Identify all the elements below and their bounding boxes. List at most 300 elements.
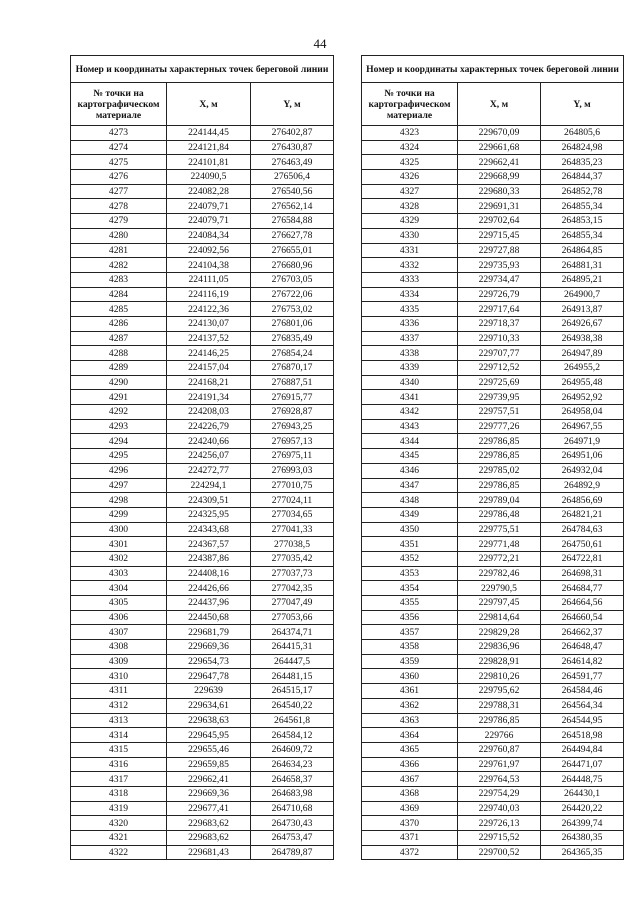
y-coordinate-cell: 277038,5 (251, 537, 334, 552)
table-row (362, 478, 624, 493)
x-coordinate-cell: 229681,79 (167, 625, 251, 640)
y-coordinate-cell: 264540,22 (251, 698, 334, 713)
x-coordinate-cell: 229683,62 (167, 831, 251, 846)
point-number-cell: 4352 (362, 551, 458, 566)
y-coordinate-cell: 264648,47 (541, 640, 624, 655)
point-number-cell: 4275 (71, 155, 167, 170)
table-row (71, 140, 334, 155)
table-row (71, 449, 334, 464)
point-number-cell: 4330 (362, 228, 458, 243)
table-row (362, 170, 624, 185)
x-coordinate-cell: 229766 (458, 728, 541, 743)
table-row (71, 390, 334, 405)
table-row (362, 757, 624, 772)
x-coordinate-cell: 229662,41 (458, 155, 541, 170)
x-coordinate-cell: 224101,81 (167, 155, 251, 170)
y-coordinate-cell: 276928,87 (251, 405, 334, 420)
y-coordinate-cell: 264722,81 (541, 551, 624, 566)
table-row (362, 346, 624, 361)
column-header-x: X, м (458, 83, 541, 126)
point-number-cell: 4365 (362, 742, 458, 757)
point-number-cell: 4354 (362, 581, 458, 596)
x-coordinate-cell: 229659,85 (167, 757, 251, 772)
column-header-point: № точки на картографическом материале (362, 83, 458, 126)
y-coordinate-cell: 264895,21 (541, 272, 624, 287)
x-coordinate-cell: 229727,88 (458, 243, 541, 258)
table-row (362, 698, 624, 713)
y-coordinate-cell: 264971,9 (541, 434, 624, 449)
y-coordinate-cell: 277042,35 (251, 581, 334, 596)
y-coordinate-cell: 264955,2 (541, 361, 624, 376)
x-coordinate-cell: 229712,52 (458, 361, 541, 376)
x-coordinate-cell: 229710,33 (458, 331, 541, 346)
table-row (71, 170, 334, 185)
point-number-cell: 4319 (71, 801, 167, 816)
point-number-cell: 4322 (71, 845, 167, 860)
point-number-cell: 4331 (362, 243, 458, 258)
y-coordinate-cell: 264365,35 (541, 845, 624, 860)
x-coordinate-cell: 224157,04 (167, 361, 251, 376)
table-row (71, 434, 334, 449)
point-number-cell: 4274 (71, 140, 167, 155)
table-row (71, 126, 334, 141)
x-coordinate-cell: 229777,26 (458, 419, 541, 434)
y-coordinate-cell: 264892,9 (541, 478, 624, 493)
table-row (71, 316, 334, 331)
page-number: 44 (313, 36, 327, 51)
y-coordinate-cell: 264856,69 (541, 493, 624, 508)
x-coordinate-cell: 229836,96 (458, 640, 541, 655)
x-coordinate-cell: 229670,09 (458, 126, 541, 141)
point-number-cell: 4286 (71, 316, 167, 331)
point-number-cell: 4302 (71, 551, 167, 566)
y-coordinate-cell: 264634,23 (251, 757, 334, 772)
point-number-cell: 4298 (71, 493, 167, 508)
y-coordinate-cell: 264852,78 (541, 184, 624, 199)
point-number-cell: 4334 (362, 287, 458, 302)
x-coordinate-cell: 229661,68 (458, 140, 541, 155)
x-coordinate-cell: 224144,45 (167, 126, 251, 141)
table-row (362, 713, 624, 728)
y-coordinate-cell: 264844,37 (541, 170, 624, 185)
point-number-cell: 4324 (362, 140, 458, 155)
point-number-cell: 4342 (362, 405, 458, 420)
y-coordinate-cell: 264730,43 (251, 816, 334, 831)
table-row (71, 845, 334, 860)
point-number-cell: 4340 (362, 375, 458, 390)
x-coordinate-cell: 229739,95 (458, 390, 541, 405)
table-row (362, 640, 624, 655)
table-row (71, 478, 334, 493)
y-coordinate-cell: 276402,87 (251, 126, 334, 141)
x-coordinate-cell: 229775,51 (458, 522, 541, 537)
y-coordinate-cell: 276975,11 (251, 449, 334, 464)
table-row (362, 243, 624, 258)
y-coordinate-cell: 264753,47 (251, 831, 334, 846)
x-coordinate-cell: 229754,29 (458, 786, 541, 801)
y-coordinate-cell: 277053,66 (251, 610, 334, 625)
x-coordinate-cell: 229669,36 (167, 640, 251, 655)
x-coordinate-cell: 229764,53 (458, 772, 541, 787)
x-coordinate-cell: 229789,04 (458, 493, 541, 508)
x-coordinate-cell: 229786,48 (458, 507, 541, 522)
point-number-cell: 4312 (71, 698, 167, 713)
x-coordinate-cell: 224111,05 (167, 272, 251, 287)
x-coordinate-cell: 224437,96 (167, 596, 251, 611)
x-coordinate-cell: 229639 (167, 684, 251, 699)
point-number-cell: 4353 (362, 566, 458, 581)
point-number-cell: 4337 (362, 331, 458, 346)
y-coordinate-cell: 264380,35 (541, 831, 624, 846)
table-row (71, 258, 334, 273)
y-coordinate-cell: 264853,15 (541, 214, 624, 229)
y-coordinate-cell: 276540,56 (251, 184, 334, 199)
y-coordinate-cell: 277010,75 (251, 478, 334, 493)
y-coordinate-cell: 276870,17 (251, 361, 334, 376)
table-row (362, 742, 624, 757)
y-coordinate-cell: 264430,1 (541, 786, 624, 801)
x-coordinate-cell: 224121,84 (167, 140, 251, 155)
point-number-cell: 4320 (71, 816, 167, 831)
x-coordinate-cell: 229654,73 (167, 654, 251, 669)
x-coordinate-cell: 229757,51 (458, 405, 541, 420)
y-coordinate-cell: 264591,77 (541, 669, 624, 684)
y-coordinate-cell: 264660,54 (541, 610, 624, 625)
y-coordinate-cell: 277024,11 (251, 493, 334, 508)
table-row (71, 801, 334, 816)
point-number-cell: 4366 (362, 757, 458, 772)
point-number-cell: 4307 (71, 625, 167, 640)
point-number-cell: 4335 (362, 302, 458, 317)
y-coordinate-cell: 276943,25 (251, 419, 334, 434)
point-number-cell: 4313 (71, 713, 167, 728)
table-row (71, 640, 334, 655)
point-number-cell: 4310 (71, 669, 167, 684)
x-coordinate-cell: 229669,36 (167, 786, 251, 801)
table-row (71, 625, 334, 640)
y-coordinate-cell: 264932,04 (541, 463, 624, 478)
column-header-y: Y, м (541, 83, 624, 126)
point-number-cell: 4297 (71, 478, 167, 493)
point-number-cell: 4332 (362, 258, 458, 273)
table-row (71, 742, 334, 757)
table-row (71, 463, 334, 478)
point-number-cell: 4367 (362, 772, 458, 787)
point-number-cell: 4306 (71, 610, 167, 625)
y-coordinate-cell: 264789,87 (251, 845, 334, 860)
y-coordinate-cell: 264614,82 (541, 654, 624, 669)
point-number-cell: 4325 (362, 155, 458, 170)
x-coordinate-cell: 224325,95 (167, 507, 251, 522)
x-coordinate-cell: 229662,41 (167, 772, 251, 787)
y-coordinate-cell: 264821,21 (541, 507, 624, 522)
point-number-cell: 4362 (362, 698, 458, 713)
x-coordinate-cell: 229788,31 (458, 698, 541, 713)
x-coordinate-cell: 229786,85 (458, 713, 541, 728)
point-number-cell: 4359 (362, 654, 458, 669)
x-coordinate-cell: 229681,43 (167, 845, 251, 860)
point-number-cell: 4281 (71, 243, 167, 258)
table-row (71, 581, 334, 596)
x-coordinate-cell: 229647,78 (167, 669, 251, 684)
x-coordinate-cell: 229771,48 (458, 537, 541, 552)
point-number-cell: 4293 (71, 419, 167, 434)
table-row (71, 493, 334, 508)
point-number-cell: 4328 (362, 199, 458, 214)
y-coordinate-cell: 264609,72 (251, 742, 334, 757)
x-coordinate-cell: 229707,77 (458, 346, 541, 361)
x-coordinate-cell: 229683,62 (167, 816, 251, 831)
point-number-cell: 4289 (71, 361, 167, 376)
table-row (362, 126, 624, 141)
y-coordinate-cell: 264684,77 (541, 581, 624, 596)
point-number-cell: 4369 (362, 801, 458, 816)
y-coordinate-cell: 264683,98 (251, 786, 334, 801)
x-coordinate-cell: 229829,28 (458, 625, 541, 640)
column-header-point: № точки на картографическом материале (71, 83, 167, 126)
y-coordinate-cell: 276915,77 (251, 390, 334, 405)
table-row (362, 816, 624, 831)
table-row (71, 272, 334, 287)
y-coordinate-cell: 276957,13 (251, 434, 334, 449)
point-number-cell: 4314 (71, 728, 167, 743)
x-coordinate-cell: 224168,21 (167, 375, 251, 390)
y-coordinate-cell: 264881,31 (541, 258, 624, 273)
table-row (362, 537, 624, 552)
y-coordinate-cell: 276703,05 (251, 272, 334, 287)
table-row (71, 816, 334, 831)
point-number-cell: 4284 (71, 287, 167, 302)
point-number-cell: 4315 (71, 742, 167, 757)
y-coordinate-cell: 276801,06 (251, 316, 334, 331)
point-number-cell: 4304 (71, 581, 167, 596)
table-row (71, 155, 334, 170)
table-row (362, 522, 624, 537)
point-number-cell: 4321 (71, 831, 167, 846)
y-coordinate-cell: 264447,5 (251, 654, 334, 669)
point-number-cell: 4339 (362, 361, 458, 376)
y-coordinate-cell: 264750,61 (541, 537, 624, 552)
table-row (71, 243, 334, 258)
table-row (362, 786, 624, 801)
point-number-cell: 4316 (71, 757, 167, 772)
table-row (362, 801, 624, 816)
table-row (71, 199, 334, 214)
point-number-cell: 4348 (362, 493, 458, 508)
point-number-cell: 4287 (71, 331, 167, 346)
table-row (362, 566, 624, 581)
point-number-cell: 4350 (362, 522, 458, 537)
x-coordinate-cell: 229668,99 (458, 170, 541, 185)
x-coordinate-cell: 229790,5 (458, 581, 541, 596)
point-number-cell: 4368 (362, 786, 458, 801)
table-row (362, 361, 624, 376)
table-row (71, 610, 334, 625)
point-number-cell: 4372 (362, 845, 458, 860)
point-number-cell: 4278 (71, 199, 167, 214)
table-row (362, 184, 624, 199)
point-number-cell: 4290 (71, 375, 167, 390)
point-number-cell: 4288 (71, 346, 167, 361)
y-coordinate-cell: 276506,4 (251, 170, 334, 185)
x-coordinate-cell: 229717,64 (458, 302, 541, 317)
x-coordinate-cell: 229761,97 (458, 757, 541, 772)
point-number-cell: 4370 (362, 816, 458, 831)
y-coordinate-cell: 264564,34 (541, 698, 624, 713)
point-number-cell: 4283 (71, 272, 167, 287)
y-coordinate-cell: 264805,6 (541, 126, 624, 141)
point-number-cell: 4351 (362, 537, 458, 552)
y-coordinate-cell: 276993,03 (251, 463, 334, 478)
point-number-cell: 4326 (362, 170, 458, 185)
point-number-cell: 4349 (362, 507, 458, 522)
point-number-cell: 4363 (362, 713, 458, 728)
table-row (71, 684, 334, 699)
x-coordinate-cell: 229645,95 (167, 728, 251, 743)
y-coordinate-cell: 264864,85 (541, 243, 624, 258)
column-header-x: X, м (167, 83, 251, 126)
x-coordinate-cell: 229726,79 (458, 287, 541, 302)
column-header-y: Y, м (251, 83, 334, 126)
y-coordinate-cell: 264926,67 (541, 316, 624, 331)
table-row (71, 331, 334, 346)
y-coordinate-cell: 264415,31 (251, 640, 334, 655)
table-row (71, 566, 334, 581)
y-coordinate-cell: 264471,07 (541, 757, 624, 772)
x-coordinate-cell: 229786,85 (458, 449, 541, 464)
x-coordinate-cell: 224137,52 (167, 331, 251, 346)
y-coordinate-cell: 264855,34 (541, 199, 624, 214)
x-coordinate-cell: 229734,47 (458, 272, 541, 287)
table-row (71, 287, 334, 302)
point-number-cell: 4309 (71, 654, 167, 669)
y-coordinate-cell: 264664,56 (541, 596, 624, 611)
table-row (71, 713, 334, 728)
point-number-cell: 4295 (71, 449, 167, 464)
y-coordinate-cell: 276887,51 (251, 375, 334, 390)
table-row (362, 390, 624, 405)
y-coordinate-cell: 277034,65 (251, 507, 334, 522)
table-row (71, 551, 334, 566)
x-coordinate-cell: 229797,45 (458, 596, 541, 611)
table-row (362, 728, 624, 743)
table-row (362, 316, 624, 331)
x-coordinate-cell: 224450,68 (167, 610, 251, 625)
x-coordinate-cell: 224079,71 (167, 199, 251, 214)
y-coordinate-cell: 264584,12 (251, 728, 334, 743)
y-coordinate-cell: 276463,49 (251, 155, 334, 170)
table-row (362, 845, 624, 860)
y-coordinate-cell: 264494,84 (541, 742, 624, 757)
table-row (71, 728, 334, 743)
point-number-cell: 4329 (362, 214, 458, 229)
point-number-cell: 4318 (71, 786, 167, 801)
y-coordinate-cell: 264710,68 (251, 801, 334, 816)
point-number-cell: 4347 (362, 478, 458, 493)
x-coordinate-cell: 224272,77 (167, 463, 251, 478)
table-row (71, 375, 334, 390)
point-number-cell: 4361 (362, 684, 458, 699)
table-row (71, 214, 334, 229)
y-coordinate-cell: 277037,73 (251, 566, 334, 581)
x-coordinate-cell: 229760,87 (458, 742, 541, 757)
point-number-cell: 4282 (71, 258, 167, 273)
x-coordinate-cell: 229772,21 (458, 551, 541, 566)
y-coordinate-cell: 264947,89 (541, 346, 624, 361)
table-row (362, 155, 624, 170)
table-row (362, 684, 624, 699)
point-number-cell: 4360 (362, 669, 458, 684)
x-coordinate-cell: 224079,71 (167, 214, 251, 229)
point-number-cell: 4294 (71, 434, 167, 449)
y-coordinate-cell: 264399,74 (541, 816, 624, 831)
point-number-cell: 4273 (71, 126, 167, 141)
y-coordinate-cell: 276680,96 (251, 258, 334, 273)
y-coordinate-cell: 264900,7 (541, 287, 624, 302)
point-number-cell: 4305 (71, 596, 167, 611)
x-coordinate-cell: 224367,57 (167, 537, 251, 552)
x-coordinate-cell: 229735,93 (458, 258, 541, 273)
table-row (71, 302, 334, 317)
x-coordinate-cell: 224104,38 (167, 258, 251, 273)
coordinates-table-right (361, 55, 624, 860)
x-coordinate-cell: 229740,03 (458, 801, 541, 816)
point-number-cell: 4356 (362, 610, 458, 625)
point-number-cell: 4338 (362, 346, 458, 361)
table-row (71, 596, 334, 611)
table-row (362, 610, 624, 625)
y-coordinate-cell: 264374,71 (251, 625, 334, 640)
table-row (71, 757, 334, 772)
table-row (362, 140, 624, 155)
y-coordinate-cell: 276835,49 (251, 331, 334, 346)
x-coordinate-cell: 229677,41 (167, 801, 251, 816)
table-row (71, 419, 334, 434)
y-coordinate-cell: 264967,55 (541, 419, 624, 434)
y-coordinate-cell: 264658,37 (251, 772, 334, 787)
x-coordinate-cell: 229786,85 (458, 478, 541, 493)
y-coordinate-cell: 264662,37 (541, 625, 624, 640)
table-row (71, 361, 334, 376)
table-row (71, 669, 334, 684)
x-coordinate-cell: 229691,31 (458, 199, 541, 214)
point-number-cell: 4296 (71, 463, 167, 478)
point-number-cell: 4279 (71, 214, 167, 229)
x-coordinate-cell: 229795,62 (458, 684, 541, 699)
x-coordinate-cell: 229786,85 (458, 434, 541, 449)
y-coordinate-cell: 264448,75 (541, 772, 624, 787)
x-coordinate-cell: 229715,52 (458, 831, 541, 846)
y-coordinate-cell: 264515,17 (251, 684, 334, 699)
coordinates-table-left (70, 55, 334, 860)
y-coordinate-cell: 276430,87 (251, 140, 334, 155)
point-number-cell: 4280 (71, 228, 167, 243)
x-coordinate-cell: 224082,28 (167, 184, 251, 199)
point-number-cell: 4292 (71, 405, 167, 420)
y-coordinate-cell: 264952,92 (541, 390, 624, 405)
point-number-cell: 4311 (71, 684, 167, 699)
y-coordinate-cell: 264824,98 (541, 140, 624, 155)
y-coordinate-cell: 264544,95 (541, 713, 624, 728)
table-row (362, 302, 624, 317)
x-coordinate-cell: 224122,36 (167, 302, 251, 317)
point-number-cell: 4277 (71, 184, 167, 199)
y-coordinate-cell: 264958,04 (541, 405, 624, 420)
point-number-cell: 4343 (362, 419, 458, 434)
x-coordinate-cell: 229700,52 (458, 845, 541, 860)
x-coordinate-cell: 229814,64 (458, 610, 541, 625)
point-number-cell: 4344 (362, 434, 458, 449)
